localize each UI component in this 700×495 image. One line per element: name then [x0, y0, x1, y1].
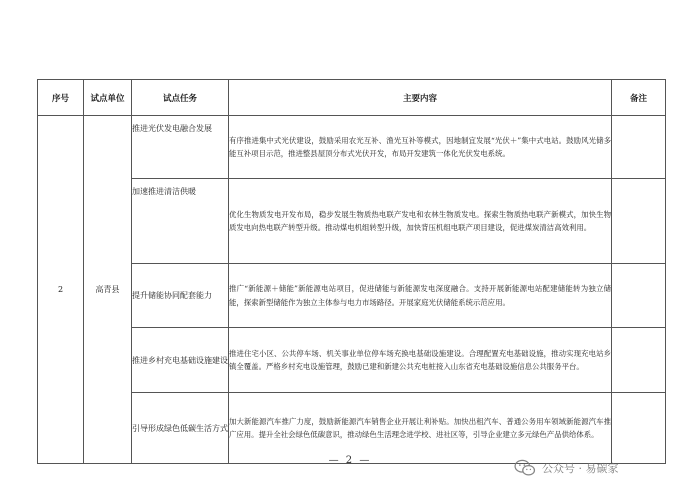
content-cell: 推进住宅小区、公共停车场、机关事业单位停车场充换电基础设施建设。合理配置充电基础设施，推动实现充电站乡镇全覆盖。严格乡村充电设施管理，鼓励已建和新建公共充电桩接入山东省充电基础设施信息公共服务平台。 — [229, 328, 612, 393]
wechat-icon — [514, 459, 536, 477]
task-cell: 加速推进清洁供暖 — [132, 179, 229, 264]
content-cell: 优化生物质发电开发布局，稳步发展生物质热电联产发电和农林生物质发电。探索生物质热电联产新模式，加快生物质发电向热电联产转型升级。推动煤电机组转型升级，加快背压机组电联产项目建设，促进煤炭清洁高效利用。 — [229, 179, 612, 264]
note-cell — [612, 393, 666, 464]
note-cell — [612, 328, 666, 393]
task-cell: 推进光伏发电融合发展 — [132, 116, 229, 179]
header-task: 试点任务 — [132, 80, 229, 116]
note-cell — [612, 116, 666, 179]
watermark — [514, 458, 619, 478]
header-unit: 试点单位 — [84, 80, 132, 116]
table-row — [38, 116, 666, 179]
task-cell: 推进乡村充电基础设施建设 — [132, 328, 229, 393]
content-cell: 加大新能源汽车推广力度，鼓励新能源汽车销售企业开展让利补贴。加快出租汽车、普通公务用车领域新能源汽车推广应用。提升全社会绿色低碳意识，推动绿色生活理念进学校、进社区等，引导企业建立多元绿色产品供给体系。 — [229, 393, 612, 464]
table-row — [38, 179, 666, 264]
header-content: 主要内容 — [229, 80, 612, 116]
content-cell: 推广“新能源＋储能”新能源电站项目，促进储能与新能源发电深度融合。支持开展新能源电站配建储能转为独立储能，探索新型储能作为独立主体参与电力市场路径。开展家庭光伏储能系统示范应用。 — [229, 264, 612, 328]
header-note: 备注 — [612, 80, 666, 116]
note-cell — [612, 264, 666, 328]
unit-cell: 高青县 — [84, 116, 132, 464]
task-cell: 引导形成绿色低碳生活方式 — [132, 393, 229, 464]
table-row — [38, 264, 666, 328]
pilot-task-table — [37, 79, 666, 464]
task-cell: 提升储能协同配套能力 — [132, 264, 229, 328]
header-seq: 序号 — [38, 80, 84, 116]
watermark-text: 公众号 · 易碳家 — [542, 462, 619, 475]
seq-cell: 2 — [38, 116, 84, 464]
table-row — [38, 393, 666, 464]
table-header-row — [38, 80, 666, 116]
content-cell: 有序推进集中式光伏建设，鼓励采用农光互补、渔光互补等模式，因地制宜发展“光伏＋”集中式电站。鼓励风光储多能互补项目示范，推进整县屋顶分布式光伏开发，布局开发建筑一体化光伏发电系统。 — [229, 116, 612, 179]
page-number: — 2 — — [328, 455, 372, 466]
table-row — [38, 328, 666, 393]
note-cell — [612, 179, 666, 264]
